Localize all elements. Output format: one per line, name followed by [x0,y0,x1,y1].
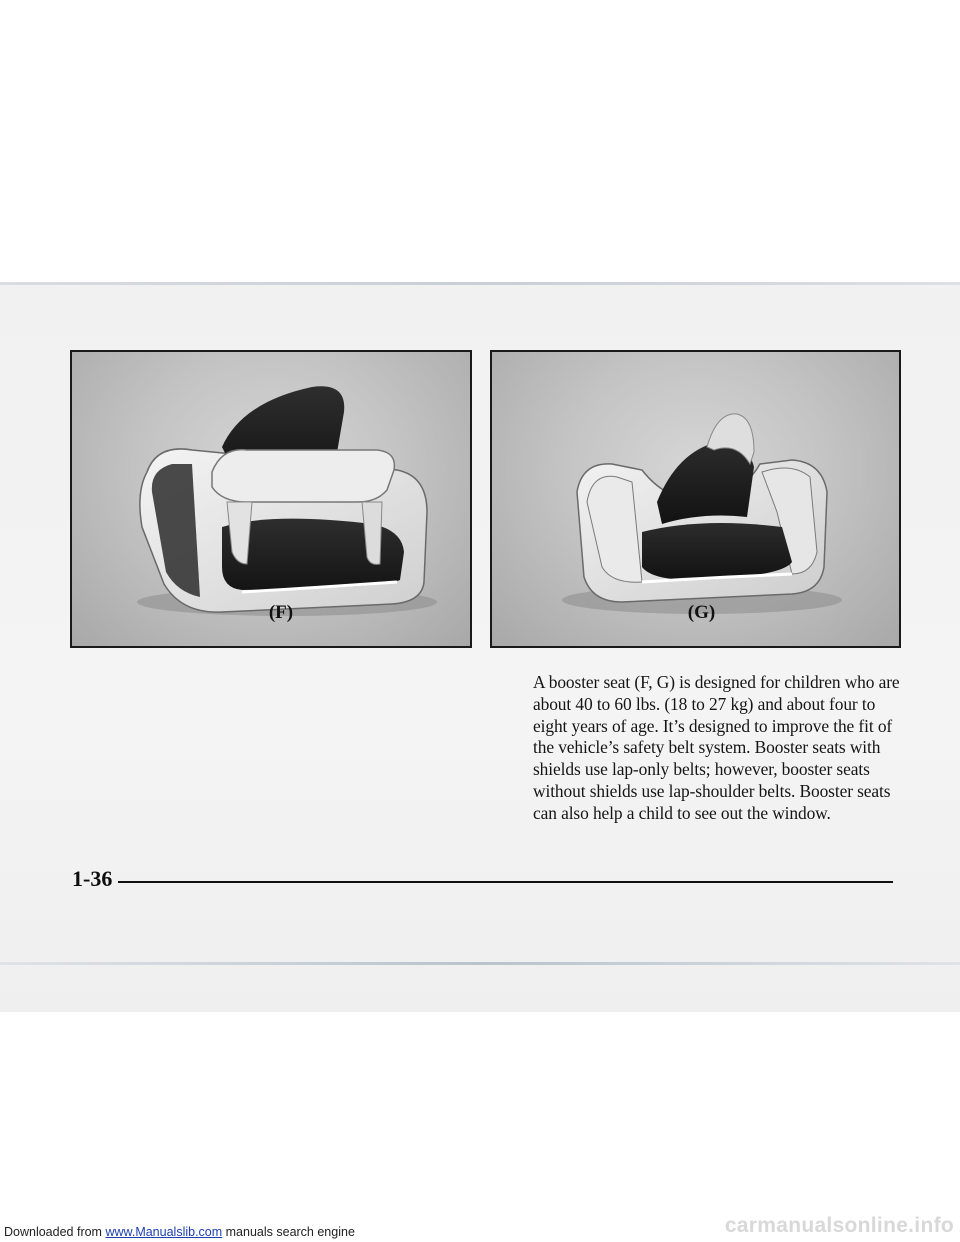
figure-label-f: (F) [268,602,294,623]
page-rule [118,881,893,883]
download-footer [4,1225,355,1239]
download-footer-suffix: manuals search engine [222,1225,355,1239]
figure-label-g: (G) [687,602,716,623]
page-number: 1-36 [72,866,113,891]
body-paragraph: A booster seat (F, G) is designed for children who are about 40 to 60 lbs. (18 to 27 kg) and about four to eight years of age. It’s designed to improve the fit of the vehicle’s safety belt system. Booster seats with shields use lap-only belts; however, booster seats without shields use lap-shoulder belts. Booster seats can also help a child to see out the window. [533,672,900,823]
watermark: carmanualsonline.info [724,1214,954,1237]
figure-booster-seat-with-shield [70,350,472,648]
manualslib-link[interactable]: www.Manualslib.com [105,1225,223,1239]
page-edge-bottom [0,962,960,965]
figure-booster-seat-without-shield [490,350,901,648]
download-footer-prefix: Downloaded from [4,1225,106,1239]
page-edge-top [0,282,960,285]
